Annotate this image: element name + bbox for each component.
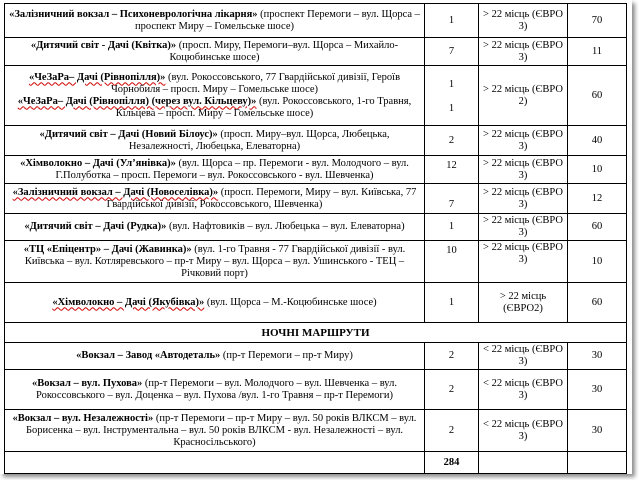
interval: 30	[568, 370, 627, 410]
route-name: «Дитячий світ – Дачі (Рудка)»	[24, 221, 167, 232]
interval: 11	[568, 38, 627, 66]
route-cell	[5, 66, 425, 126]
route-name: «Хімволокно – Дачі (Ул’янівка)»	[20, 157, 176, 169]
route-cell	[5, 343, 425, 370]
interval: 10	[568, 241, 627, 283]
section-row	[5, 323, 627, 343]
interval: 30	[568, 343, 627, 370]
route-path: (просп. Миру–вул. Щорса, Любецька, Незалежності, Любецька, Елеваторна)	[128, 128, 390, 152]
route-name: «Хімволокно – Дачі (Якубівка)»	[52, 296, 205, 308]
empty-cell	[479, 452, 568, 474]
table-row	[5, 343, 627, 370]
bus-class: > 22 місць (ЄВРО 3)	[479, 214, 568, 241]
empty-cell	[568, 452, 627, 474]
table-row	[5, 126, 627, 156]
interval: 40	[568, 126, 627, 156]
route-name: «Залізничний вокзал – Психоневрологічна лікарня»	[9, 8, 258, 20]
interval: 12	[568, 184, 627, 214]
route-path: (просп. Миру, Перемоги–вул. Щорса – Михайло-Коцюбинське шосе)	[169, 39, 399, 63]
route-cell	[5, 4, 425, 38]
route-path: (вул. Рокоссовського, 1-го Травня, Кільцева – просп. Миру – Гомельське шосе)	[115, 95, 412, 119]
table-row	[5, 241, 627, 283]
route-path: (вул. Щорса – М.-Коцюбинське шосе)	[204, 296, 377, 308]
total-label-cell	[5, 452, 425, 474]
route-cell	[5, 156, 425, 184]
bus-count: 1	[425, 283, 479, 323]
bus-count: 7	[425, 38, 479, 66]
interval: 60	[568, 283, 627, 323]
route-name: «Залізничний вокзал – Дачі (Новоселівка)»	[12, 186, 219, 198]
bus-class: < 22 місць (ЄВРО 3)	[479, 410, 568, 452]
bus-count: 1	[425, 4, 479, 38]
bus-count: 10	[425, 241, 479, 283]
route-name: «Вокзал – вул. Пухова»	[32, 377, 143, 389]
table-row	[5, 283, 627, 323]
table-row	[5, 370, 627, 410]
table-row	[5, 184, 627, 214]
route-cell	[5, 283, 425, 323]
route-name: «Вокзал – вул. Незалежності»	[12, 412, 154, 424]
route-path: (проспект Перемоги – вул. Щорса – проспект Миру – Гомельське шосе)	[135, 8, 420, 32]
bus-class: < 22 місць (ЄВРО 3)	[479, 343, 568, 370]
bus-class: < 22 місць (ЄВРО 3)	[479, 370, 568, 410]
bus-class: > 22 місць (ЄВРО 3)	[479, 126, 568, 156]
route-cell	[5, 184, 425, 214]
bus-class: > 22 місць (ЄВРО 3)	[479, 156, 568, 184]
bus-count: 1	[448, 79, 455, 90]
table-row	[5, 38, 627, 66]
routes-table	[4, 3, 627, 474]
table-row	[5, 4, 627, 38]
route-name: «Дитячий світ – Дачі (Новий Білоус)»	[39, 128, 218, 140]
route-cell	[5, 370, 425, 410]
bus-count: 12	[425, 156, 479, 184]
route-name: «Вокзал – Завод «Автодеталь»	[76, 350, 221, 361]
bus-count: 1	[448, 103, 455, 114]
route-variant	[8, 96, 421, 120]
route-path: (вул. Рокоссовського, 77 Гвардійської дивізії, Героїв Чорнобиля – просп. Миру – Гомельське шосе)	[110, 71, 401, 95]
table-row	[5, 156, 627, 184]
route-cell	[5, 126, 425, 156]
interval: 70	[568, 4, 627, 38]
route-path: (пр-т Перемоги – пр-т Миру – вул. 50 років ВЛКСМ – вул. Борисенка – вул. Інструментальна – вул. 50 років ВЛКСМ - вул. Незалежності – вул. Красносільського)	[25, 412, 417, 448]
bus-count: 2	[425, 370, 479, 410]
interval: 60	[568, 214, 627, 241]
route-path: (пр-т Перемоги – вул. Молодчого – вул. Шевченка – вул. Рокоссовського – вул. Доценка – вул. Пухова /вул. 1-го Травня – пр-т Перемоги)	[36, 377, 397, 401]
bus-count-cell	[425, 66, 479, 126]
bus-count: 1	[425, 214, 479, 241]
bus-count: 7	[425, 184, 479, 214]
route-path: (вул. Щорса – пр. Перемоги - вул. Молодчого – вул. Г.Полуботка – просп. Перемоги – вул. Рокоссовського - вул. Шевченка)	[55, 157, 409, 181]
bus-class: > 22 місць (ЄВРО 3)	[479, 184, 568, 214]
table-row	[5, 66, 627, 126]
route-path: (просп. Перемоги, Миру – вул. Київська, 77 Гвардійської дивізії, Рокоссовського, Шевченка)	[106, 186, 417, 210]
table-row	[5, 410, 627, 452]
route-cell	[5, 241, 425, 283]
route-name: «ТЦ «Епіцентр» – Дачі (Жавинка)»	[23, 243, 192, 255]
total-buses: 284	[425, 452, 479, 474]
route-name: «ЧеЗаРа– Дачі (Рівнопілля)»	[28, 71, 166, 83]
route-path: (пр-т Перемоги – пр-т Миру)	[220, 350, 353, 361]
total-row	[5, 452, 627, 474]
bus-class: > 22 місць (ЄВРО2)	[479, 283, 568, 323]
route-cell	[5, 38, 425, 66]
bus-count: 2	[425, 410, 479, 452]
route-cell	[5, 410, 425, 452]
bus-class: > 22 місць (ЄВРО 2)	[479, 66, 568, 126]
route-cell	[5, 214, 425, 241]
interval: 10	[568, 156, 627, 184]
route-path: (вул. Нафтовиків – вул. Любецька – вул. Елеваторна)	[166, 221, 405, 232]
table-row	[5, 214, 627, 241]
bus-class: > 22 місць (ЄВРО 3)	[479, 38, 568, 66]
route-name: «Дитячий світ - Дачі (Квітка)»	[30, 39, 177, 51]
bus-count: 2	[425, 126, 479, 156]
interval: 60	[568, 66, 627, 126]
bus-class: > 22 місць (ЄВРО 3)	[479, 241, 568, 283]
route-path: (вул. 1-го Травня - 77 Гвардійської дивізії - вул. Київська – вул. Котляревського – пр-т Миру – вул. Щорса – вул. Ушинського - ТЕЦ – Річковий порт)	[24, 243, 406, 279]
bus-class: > 22 місць (ЄВРО 3)	[479, 4, 568, 38]
interval: 30	[568, 410, 627, 452]
route-name: «ЧеЗаРа– Дачі (Рівнопілля) (через вул. Кільцеву)»	[17, 95, 257, 107]
route-variant	[8, 72, 421, 96]
night-routes-heading: НОЧНІ МАРШРУТИ	[5, 323, 627, 343]
bus-count: 2	[425, 343, 479, 370]
